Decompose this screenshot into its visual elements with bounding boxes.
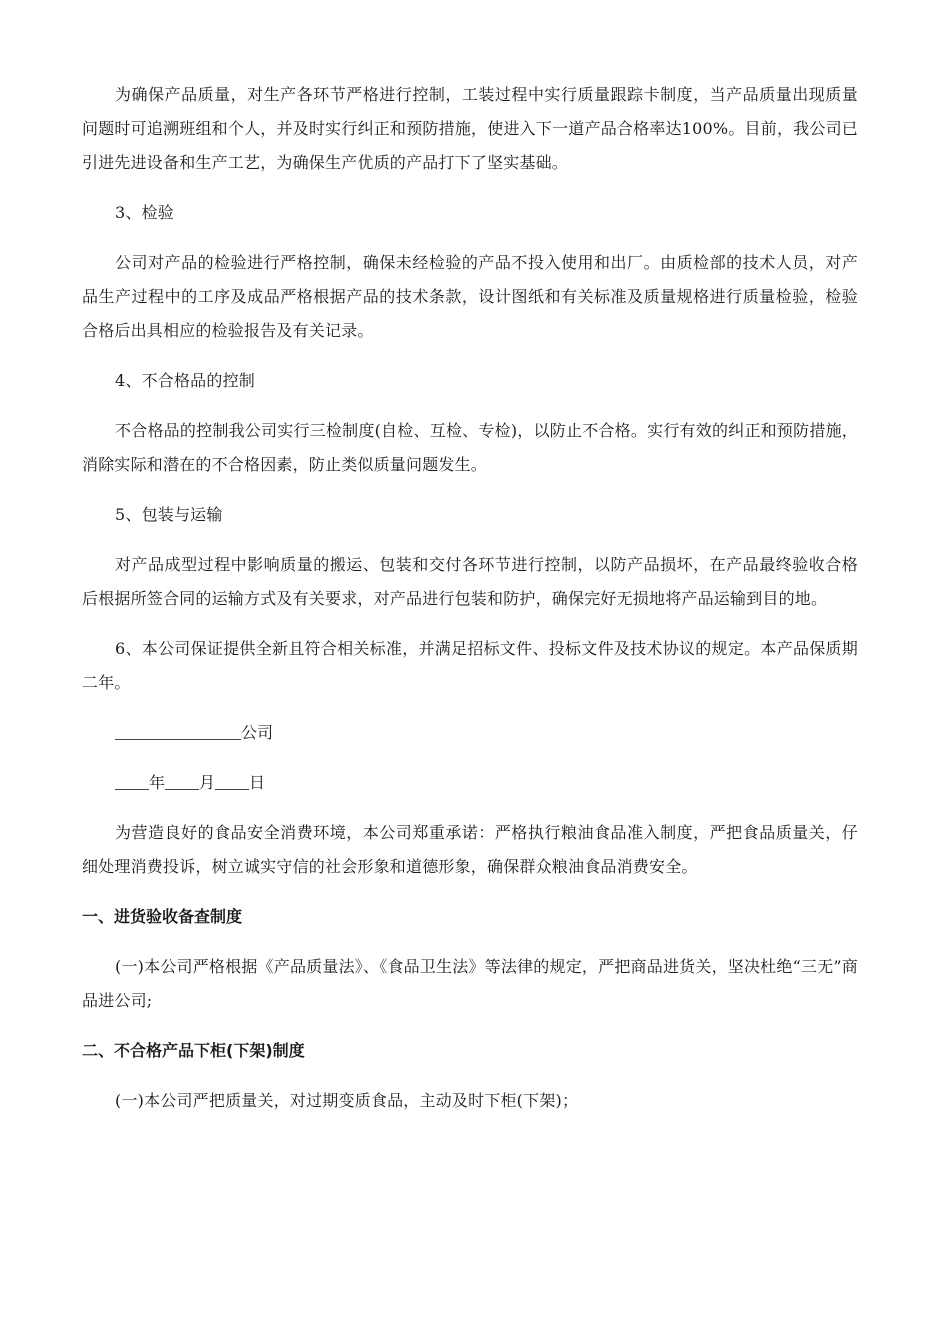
paragraph-removal-item-1: (一)本公司严把质量关，对过期变质食品，主动及时下柜(下架)； [115,1091,579,1110]
month-label: 月 [199,773,216,792]
paragraph-quality-control: 为确保产品质量，对生产各环节严格进行控制，工装过程中实行质量跟踪卡制度，当产品质量出现质量问题时可追溯班组和个人，并及时实行纠正和预防措施，使进入下一道产品合格率达100%。目前，我公司已引进先进设备和生产工艺，为确保生产优质的产品打下了坚实基础。 [82,85,858,172]
month-blank [165,775,199,790]
company-suffix: 公司 [241,723,274,742]
section-title-removal: 二、不合格产品下柜(下架)制度 [82,1041,305,1060]
heading-nonconforming: 4、不合格品的控制 [115,371,255,390]
year-blank [115,775,149,790]
paragraph-packaging: 对产品成型过程中影响质量的搬运、包装和交付各环节进行控制，以防产品损坏，在产品最终验收合格后根据所签合同的运输方式及有关要求，对产品进行包装和防护，确保完好无损地将产品运输到目的地。 [82,555,858,608]
day-label: 日 [249,773,266,792]
section-title-receiving: 一、进货验收备查制度 [82,907,243,926]
heading-packaging: 5、包装与运输 [115,505,223,524]
year-label: 年 [149,773,166,792]
signature-company-line [82,716,858,750]
day-blank [215,775,249,790]
heading-inspection: 3、检验 [115,203,174,222]
paragraph-inspection: 公司对产品的检验进行严格控制，确保未经检验的产品不投入使用和出厂。由质检部的技术人员，对产品生产过程中的工序及成品严格根据产品的技术条款，设计图纸和有关标准及质量规格进行质量检验，检验合格后出具相应的检验报告及有关记录。 [82,253,858,340]
document-page [82,78,858,1134]
paragraph-nonconforming: 不合格品的控制我公司实行三检制度(自检、互检、专检)，以防止不合格。实行有效的纠正和预防措施，消除实际和潜在的不合格因素，防止类似质量问题发生。 [82,421,858,474]
paragraph-receiving-item-1: (一)本公司严格根据《产品质量法》、《食品卫生法》等法律的规定，严把商品进货关，坚决杜绝“三无”商品进公司; [82,957,858,1010]
paragraph-warranty: 6、本公司保证提供全新且符合相关标准，并满足招标文件、投标文件及技术协议的规定。本产品保质期二年。 [82,639,858,692]
company-name-blank [115,725,241,740]
signature-date-line [82,766,858,800]
paragraph-commitment-intro: 为营造良好的食品安全消费环境，本公司郑重承诺：严格执行粮油食品准入制度，严把食品质量关，仔细处理消费投诉，树立诚实守信的社会形象和道德形象，确保群众粮油食品消费安全。 [82,823,858,876]
